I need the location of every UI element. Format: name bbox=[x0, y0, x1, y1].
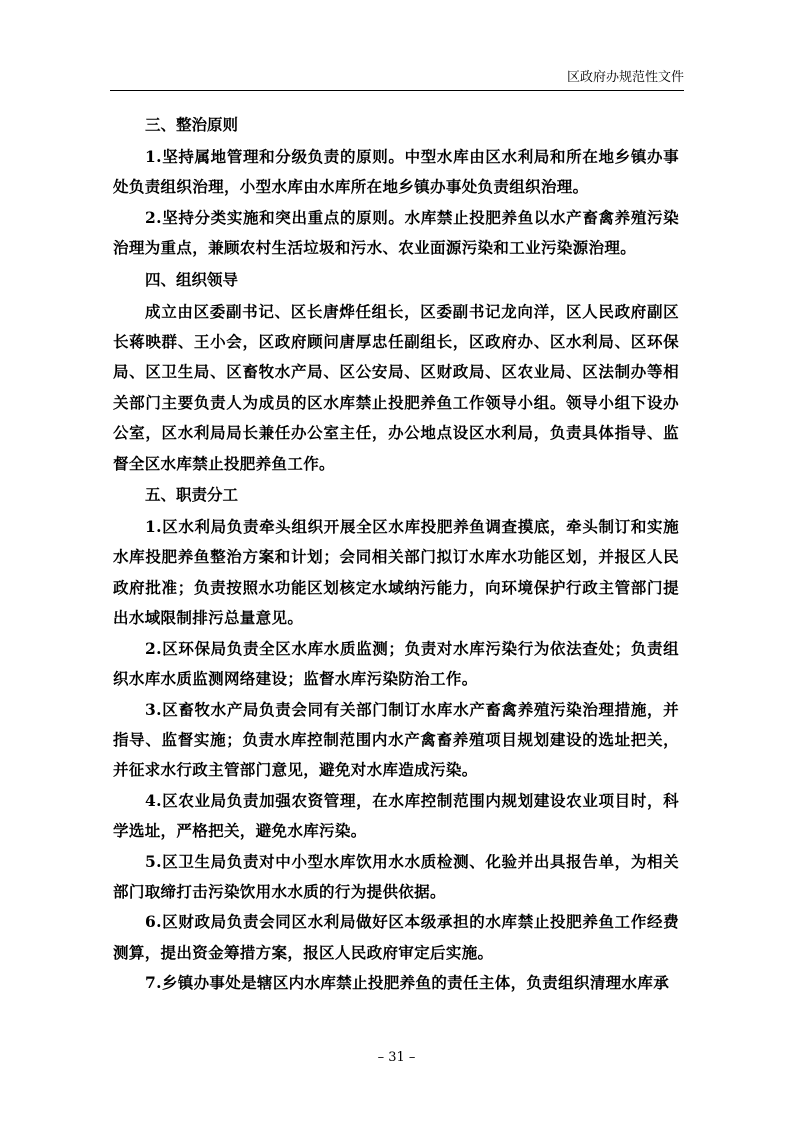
running-header bbox=[110, 66, 684, 91]
paragraph: 1.区水利局负责牵头组织开展全区水库投肥养鱼调查摸底，牵头制订和实施水库投肥养鱼整治方案和计划；会同相关部门拟订水库水功能区划，并报区人民政府批准；负责按照水功能区划核定水域纳污能力，向环境保护行政主管部门提出水域限制排污总量意见。 bbox=[113, 517, 679, 628]
section-heading: 三、整治原则 bbox=[145, 116, 239, 134]
paragraph: 1.坚持属地管理和分级负责的原则。中型水库由区水利局和所在地乡镇办事处负责组织治理，小型水库由水库所在地乡镇办事处负责组织治理。 bbox=[113, 147, 679, 197]
paragraph: 2.区环保局负责全区水库水质监测；负责对水库污染行为依法查处；负责组织水库水质监测网络建设；监督水库污染防治工作。 bbox=[113, 638, 679, 689]
paragraph: 成立由区委副书记、区长唐烨任组长，区委副书记龙向洋，区人民政府副区长蒋映群、王小会，区政府顾问唐厚忠任副组长，区政府办、区水利局、区环保局、区卫生局、区畜牧水产局、区公安局、区财政局、区农业局、区法制办等相关部门主要负责人为成员的区水库禁止投肥养鱼工作领导小组。领导小组下设办公室，区水利局局长兼任办公室主任，办公地点设区水利局，负责具体指导、监督全区水库禁止投肥养鱼工作。 bbox=[113, 301, 679, 473]
section-leadership bbox=[113, 264, 679, 479]
section-heading: 四、组织领导 bbox=[145, 270, 239, 289]
paragraph: 6.区财政局负责会同区水利局做好区本级承担的水库禁止投肥养鱼工作经费测算，提出资金筹措方案，报区人民政府审定后实施。 bbox=[113, 912, 679, 962]
document-body bbox=[113, 109, 679, 999]
paragraph: 4.区农业局负责加强农资管理，在水库控制范围内规划建设农业项目时，科学选址，严格把关，避免水库污染。 bbox=[113, 790, 679, 841]
paragraph: 3.区畜牧水产局负责会同有关部门制订水库水产畜禽养殖污染治理措施，并指导、监督实施；负责水库控制范围内水产禽畜养殖项目规划建设的选址把关，并征求水行政主管部门意见，避免对水库造成污染。 bbox=[113, 699, 679, 780]
section-heading: 五、职责分工 bbox=[145, 486, 239, 505]
section-principles bbox=[113, 109, 679, 264]
page-footer bbox=[0, 1050, 793, 1065]
paragraph: 7.乡镇办事处是辖区内水库禁止投肥养鱼的责任主体，负责组织清理水库承 bbox=[145, 973, 670, 993]
page-number: – 31 – bbox=[377, 1050, 416, 1065]
paragraph: 2.坚持分类实施和突出重点的原则。水库禁止投肥养鱼以水产畜禽养殖污染治理为重点，兼顾农村生活垃圾和污水、农业面源污染和工业污染源治理。 bbox=[113, 207, 679, 258]
paragraph: 5.区卫生局负责对中小型水库饮用水水质检测、化验并出具报告单，为相关部门取缔打击污染饮用水水质的行为提供依据。 bbox=[113, 851, 679, 901]
header-title: 区政府办规范性文件 bbox=[566, 70, 684, 85]
section-responsibilities bbox=[113, 479, 679, 999]
